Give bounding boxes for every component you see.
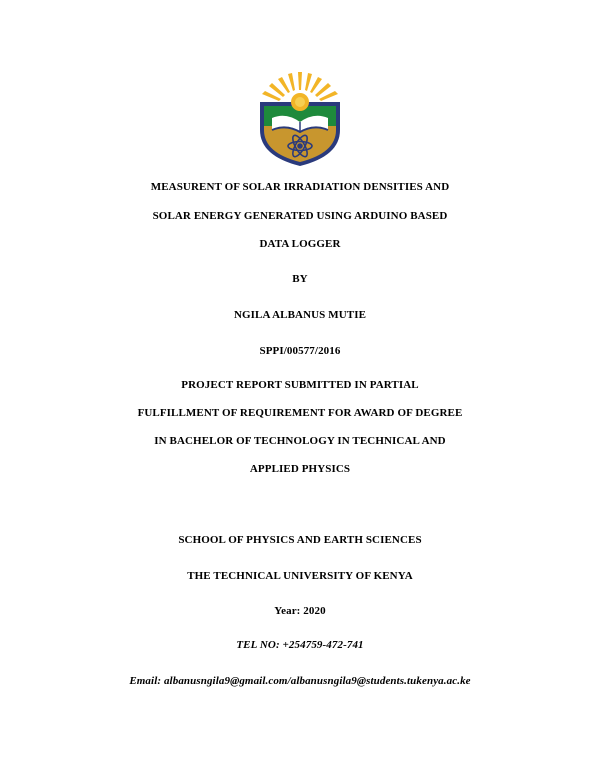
registration-number: SPPI/00577/2016 <box>259 345 341 357</box>
author-name: NGILA ALBANUS MUTIE <box>233 309 367 321</box>
year: Year: 2020 <box>274 605 326 617</box>
by-label: BY <box>292 273 308 285</box>
title-line-2: SOLAR ENERGY GENERATED USING ARDUINO BASED <box>152 210 448 222</box>
university-name: THE TECHNICAL UNIVERSITY OF KENYA <box>187 570 413 582</box>
title-line-3: DATA LOGGER <box>259 238 341 250</box>
submission-line-4: APPLIED PHYSICS <box>249 463 351 475</box>
submission-line-1: PROJECT REPORT SUBMITTED IN PARTIAL <box>181 379 419 391</box>
university-crest-logo <box>252 68 348 168</box>
submission-line-2: FULFILLMENT OF REQUIREMENT FOR AWARD OF DEGREE <box>137 407 463 419</box>
title-line-1: MEASURENT OF SOLAR IRRADIATION DENSITIES AND <box>150 181 450 193</box>
school-name: SCHOOL OF PHYSICS AND EARTH SCIENCES <box>178 534 422 546</box>
email-address: Email: albanusngila9@gmail.com/albanusngila9@students.tukenya.ac.ke <box>129 675 471 687</box>
submission-line-3: IN BACHELOR OF TECHNOLOGY IN TECHNICAL AND <box>154 435 446 447</box>
telephone-number: TEL NO: +254759-472-741 <box>236 639 364 651</box>
